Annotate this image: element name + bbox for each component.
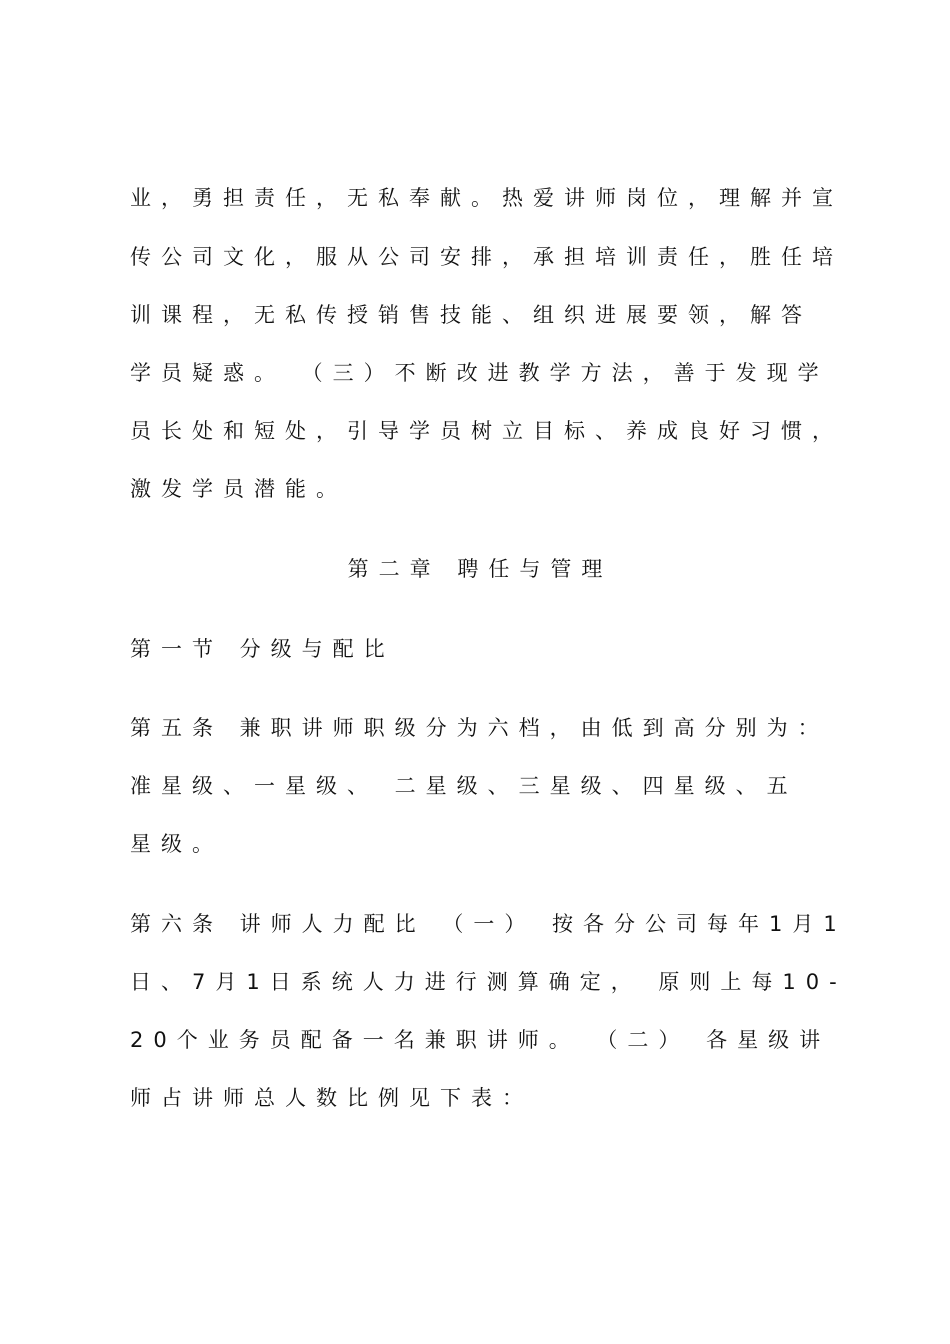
article-line: 20个业务员配备一名兼职讲师。 （二） 各星级讲 — [130, 1028, 831, 1052]
article-line: 日、7月1日系统人力进行测算确定， 原则上每10- — [130, 970, 847, 994]
paragraph-line: 激发学员潜能。 — [130, 477, 347, 501]
article-line: 第五条 兼职讲师职级分为六档，由低到高分别为： — [130, 716, 829, 740]
article-line: 星级。 — [130, 832, 223, 856]
section-title: 第一节 分级与配比 — [130, 637, 395, 661]
paragraph-line: 业，勇担责任，无私奉献。热爱讲师岗位，理解并宣 — [130, 186, 843, 210]
paragraph-line: 训课程，无私传授销售技能、组织进展要领，解答 — [130, 303, 812, 327]
chapter-title: 第二章 聘任与管理 — [347, 557, 613, 581]
paragraph-line: 员长处和短处，引导学员树立目标、养成良好习惯， — [130, 419, 843, 443]
article-line: 第六条 讲师人力配比 （一） 按各分公司每年1月1 — [130, 912, 847, 936]
paragraph-line: 传公司文化，服从公司安排，承担培训责任，胜任培 — [130, 245, 843, 269]
article-line: 师占讲师总人数比例见下表： — [130, 1086, 533, 1110]
article-line: 准星级、一星级、 二星级、三星级、四星级、五 — [130, 774, 798, 798]
paragraph-line: 学员疑惑。 （三）不断改进教学方法，善于发现学 — [130, 361, 829, 385]
